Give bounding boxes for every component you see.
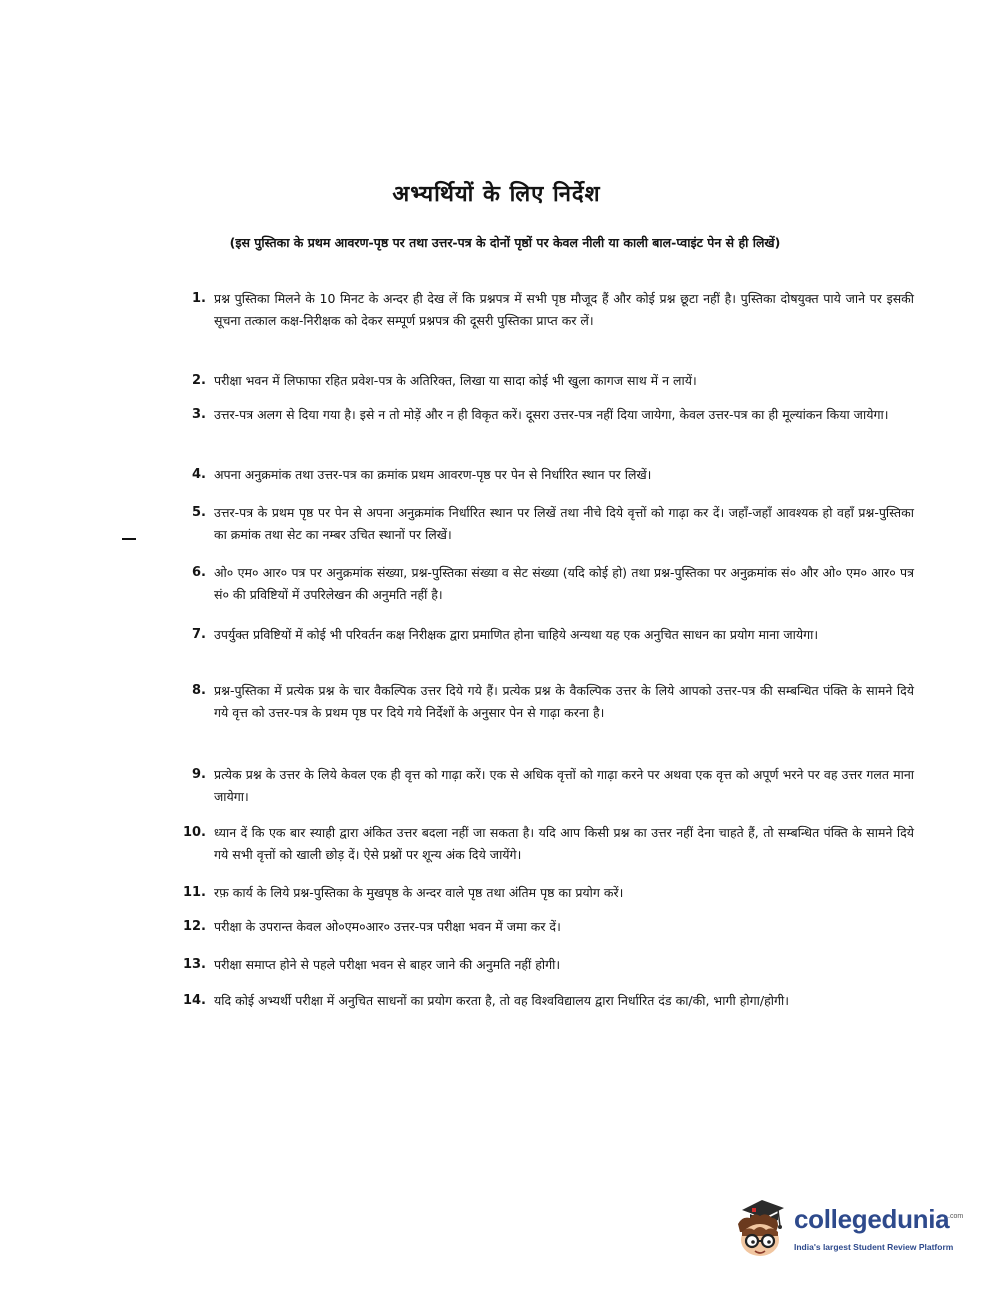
instruction-number: 1. [192,291,206,306]
instruction-text: अपना अनुक्रमांक तथा उत्तर-पत्र का क्रमांक प्रथम आवरण-पृष्ठ पर पेन से निर्धारित स्थान पर लिखें। [214,467,652,482]
instruction-number: 13. [182,957,206,972]
instruction-text: परीक्षा के उपरान्त केवल ओ०एम०आर० उत्तर-पत्र परीक्षा भवन में जमा कर दें। [214,919,561,934]
margin-mark [122,538,136,540]
instruction-text: रफ़ कार्य के लिये प्रश्न-पुस्तिका के मुखपृष्ठ के अन्दर वाले पृष्ठ तथा अंतिम पृष्ठ का प्रयोग करें। [214,885,624,900]
instruction-text: प्रश्न पुस्तिका मिलने के 10 मिनट के अन्दर ही देख लें कि प्रश्नपत्र में सभी पृष्ठ मौजूद हैं और कोई प्रश्न छूटा नहीं है। पुस्तिका दोषयुक्त पाये जाने पर इसकी सूचना तत्काल कक्ष-निरीक्षक को देकर सम्पूर्ण प्रश्नपत्र की दूसरी पुस्तिका प्राप्त कर लें। [214,291,914,328]
instruction-text: प्रत्येक प्रश्न के उत्तर के लिये केवल एक ही वृत्त को गाढ़ा करें। एक से अधिक वृत्तों को गाढ़ा करने पर अथवा एक वृत्त को अपूर्ण भरने पर वह उत्तर गलत माना जायेगा। [214,767,914,804]
instruction-number: 14. [182,993,206,1008]
instruction-number: 7. [192,627,206,642]
instruction-text: यदि कोई अभ्यर्थी परीक्षा में अनुचित साधनों का प्रयोग करता है, तो वह विश्वविद्यालय द्वारा निर्धारित दंड का/की, भागी होगा/होगी। [214,993,789,1008]
instruction-number: 6. [192,565,206,580]
instruction-number: 3. [192,407,206,422]
instruction-number: 11. [182,885,206,900]
instruction-number: 2. [192,373,206,388]
instruction-text: उपर्युक्त प्रविष्टियों में कोई भी परिवर्तन कक्ष निरीक्षक द्वारा प्रमाणित होना चाहिये अन्यथा यह एक अनुचित साधन का प्रयोग माना जायेगा। [214,627,819,642]
instruction-text: परीक्षा समाप्त होने से पहले परीक्षा भवन से बाहर जाने की अनुमति नहीं होगी। [214,957,561,972]
instruction-text: प्रश्न-पुस्तिका में प्रत्येक प्रश्न के चार वैकल्पिक उत्तर दिये गये हैं। प्रत्येक प्रश्न के वैकल्पिक उत्तर के लिये आपको उत्तर-पत्र की सम्बन्धित पंक्ति के सामने दिये गये वृत्त को उत्तर-पत्र के प्रथम पृष्ठ पर दिये गये निर्देशों के अनुसार पेन से गाढ़ा करना है। [214,683,914,720]
instruction-number: 5. [192,505,206,520]
page-title: अभ्यर्थियों के लिए निर्देश [392,182,601,207]
page-subtitle: (इस पुस्तिका के प्रथम आवरण-पृष्ठ पर तथा उत्तर-पत्र के दोनों पृष्ठों पर केवल नीली या काली बाल-प्वाइंट पेन से ही लिखें) [229,235,781,250]
logo-tagline: India's largest Student Review Platform [794,1242,954,1252]
instruction-text: परीक्षा भवन में लिफाफा रहित प्रवेश-पत्र के अतिरिक्त, लिखा या सादा कोई भी खुला कागज साथ में न लायें। [214,373,697,388]
instruction-text: उत्तर-पत्र के प्रथम पृष्ठ पर पेन से अपना अनुक्रमांक निर्धारित स्थान पर लिखें तथा नीचे दिये वृत्तों को गाढ़ा कर दें। जहाँ-जहाँ आवश्यक हो वहाँ प्रश्न-पुस्तिका का क्रमांक तथा सेट का नम्बर उचित स्थानों पर लिखें। [214,505,914,542]
mascot-icon [728,1196,792,1262]
instruction-text: ओ० एम० आर० पत्र पर अनुक्रमांक संख्या, प्रश्न-पुस्तिका संख्या व सेट संख्या (यदि कोई हो) तथा प्रश्न-पुस्तिका पर अनुक्रमांक सं० और ओ० एम० आर० पत्र सं० की प्रविष्टियों में उपरिलेखन की अनुमति नहीं है। [214,565,914,602]
instruction-number: 8. [192,683,206,698]
instruction-text: ध्यान दें कि एक बार स्याही द्वारा अंकित उत्तर बदला नहीं जा सकता है। यदि आप किसी प्रश्न का उत्तर नहीं देना चाहते हैं, तो सम्बन्धित पंक्ति के सामने दिये गये सभी वृत्तों को खाली छोड़ दें। ऐसे प्रश्नों पर शून्य अंक दिये जायेंगे। [214,825,914,862]
instruction-text: उत्तर-पत्र अलग से दिया गया है। इसे न तो मोड़ें और न ही विकृत करें। दूसरा उत्तर-पत्र नहीं दिया जायेगा, केवल उत्तर-पत्र का ही मूल्यांकन किया जायेगा। [214,407,889,422]
logo-wordmark: collegedunia [794,1204,950,1234]
logo-domain-suffix: .com [948,1213,964,1220]
instruction-number: 10. [182,825,206,840]
instruction-number: 12. [182,919,206,934]
collegedunia-logo [728,1196,968,1262]
instruction-number: 9. [192,767,206,782]
instruction-number: 4. [192,467,206,482]
